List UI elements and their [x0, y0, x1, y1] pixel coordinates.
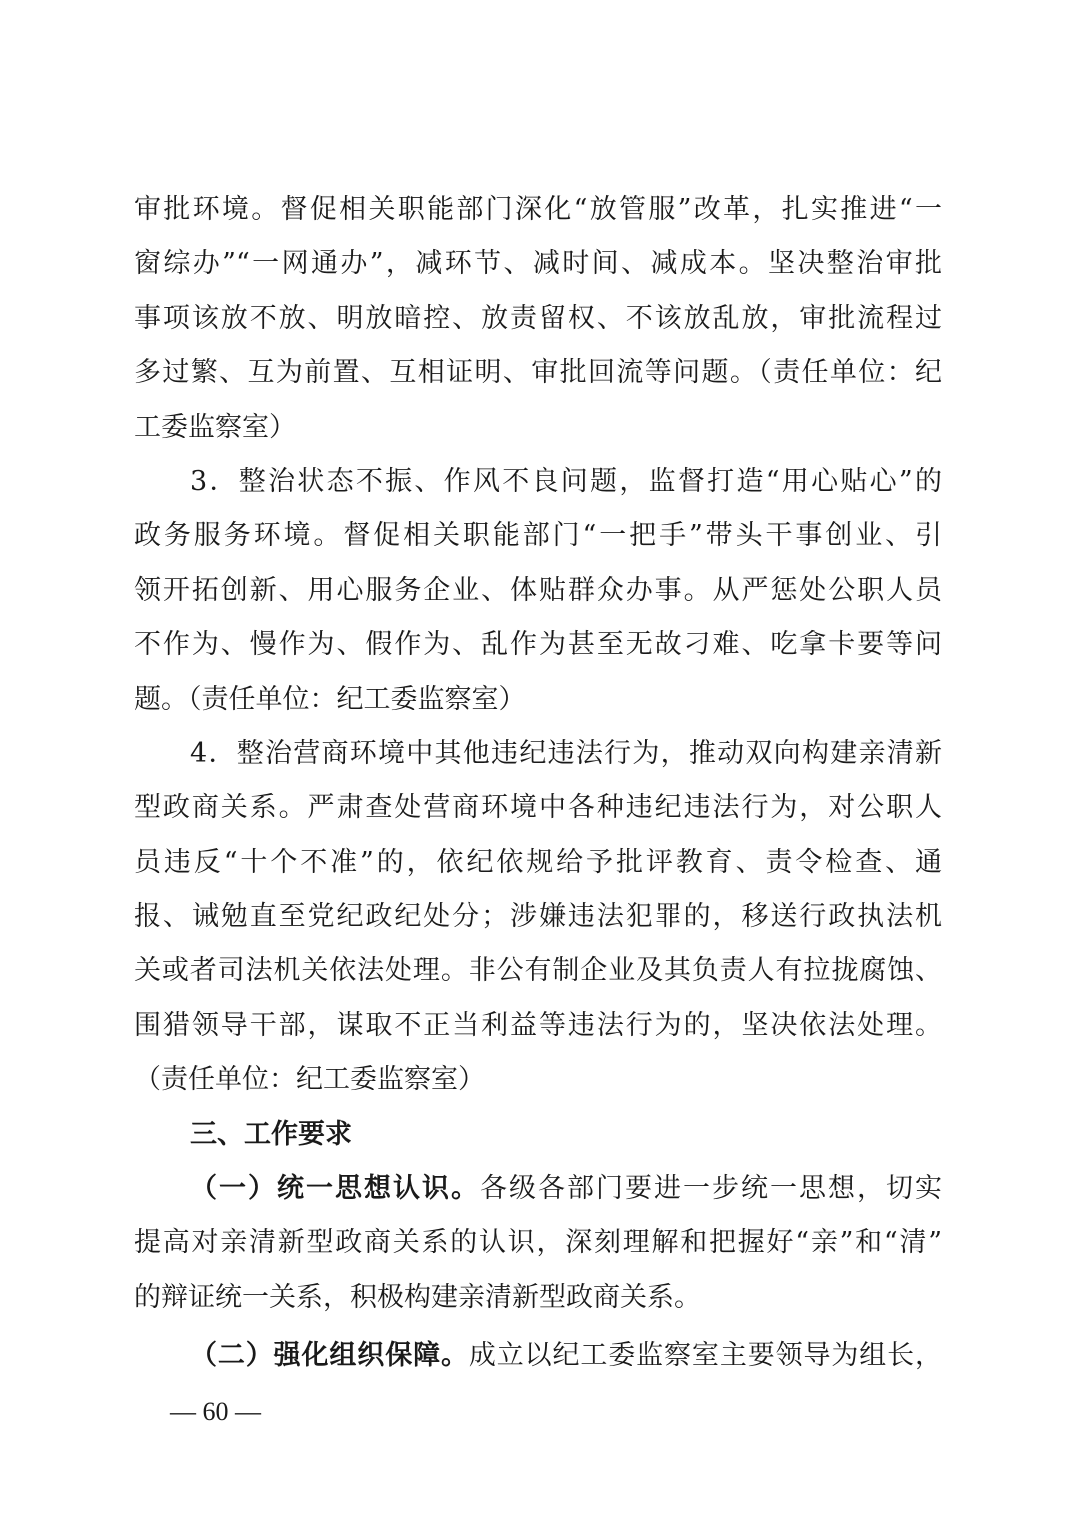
text-line: 关或者司法机关依法处理。非公有制企业及其负责人有拉拢腐蚀、	[134, 955, 942, 987]
text-line: 事项该放不放、明放暗控、放责留权、不该放乱放，审批流程过	[134, 302, 942, 334]
text-line: 型政商关系。严肃查处营商环境中各种违纪违法行为，对公职人	[134, 792, 942, 824]
text-line: （责任单位：纪工委监察室）	[134, 1064, 485, 1096]
text-line: 领开拓创新、用心服务企业、体贴群众办事。从严惩处公职人员	[134, 574, 942, 606]
text-line: 审批环境。督促相关职能部门深化“放管服”改革，扎实推进“一	[134, 194, 942, 225]
text-line: 工委监察室）	[134, 411, 296, 443]
item-4-title: 4．整治营商环境中其他违纪违法行为，推动双向构建亲清新	[190, 737, 942, 769]
item-3-title: 3．整治状态不振、作风不良问题，监督打造“用心贴心”的	[190, 465, 942, 497]
text-line: 报、诫勉直至党纪政纪处分；涉嫌违法犯罪的，移送行政执法机	[134, 901, 942, 933]
paragraph-1-text: 各级各部门要进一步统一思想，切实	[480, 1173, 942, 1205]
text-line: 多过繁、互为前置、互相证明、审批回流等问题。（责任单位：纪	[134, 357, 942, 389]
text-line: 围猎领导干部，谋取不正当利益等违法行为的，坚决依法处理。	[134, 1009, 942, 1041]
text-line: 窗综办”“一网通办”，减环节、减时间、减成本。坚决整治审批	[134, 248, 942, 280]
document-body	[134, 183, 942, 1384]
text-line: 员违反“十个不准”的，依纪依规给予批评教育、责令检查、通	[134, 846, 942, 878]
page-number: — 60 —	[170, 1397, 261, 1426]
text-line: 政务服务环境。督促相关职能部门“一把手”带头干事创业、引	[134, 520, 942, 552]
section-heading: 三、工作要求	[190, 1118, 352, 1150]
paragraph-2-first-line	[134, 1329, 942, 1383]
text-line: 的辩证统一关系，积极构建亲清新型政商关系。	[134, 1281, 701, 1313]
paragraph-1-first-line	[134, 1162, 942, 1216]
paragraph-2-text: 成立以纪工委监察室主要领导为组长，	[468, 1340, 942, 1372]
text-line: 不作为、慢作为、假作为、乱作为甚至无故刁难、吃拿卡要等问	[134, 629, 942, 661]
paragraph-1-lead: （一）统一思想认识。	[190, 1173, 480, 1205]
text-line: 提高对亲清新型政商关系的认识，深刻理解和把握好“亲”和“清”	[134, 1227, 942, 1259]
text-line: 题。（责任单位：纪工委监察室）	[134, 683, 526, 715]
paragraph-2-lead: （二）强化组织保障。	[190, 1340, 469, 1372]
